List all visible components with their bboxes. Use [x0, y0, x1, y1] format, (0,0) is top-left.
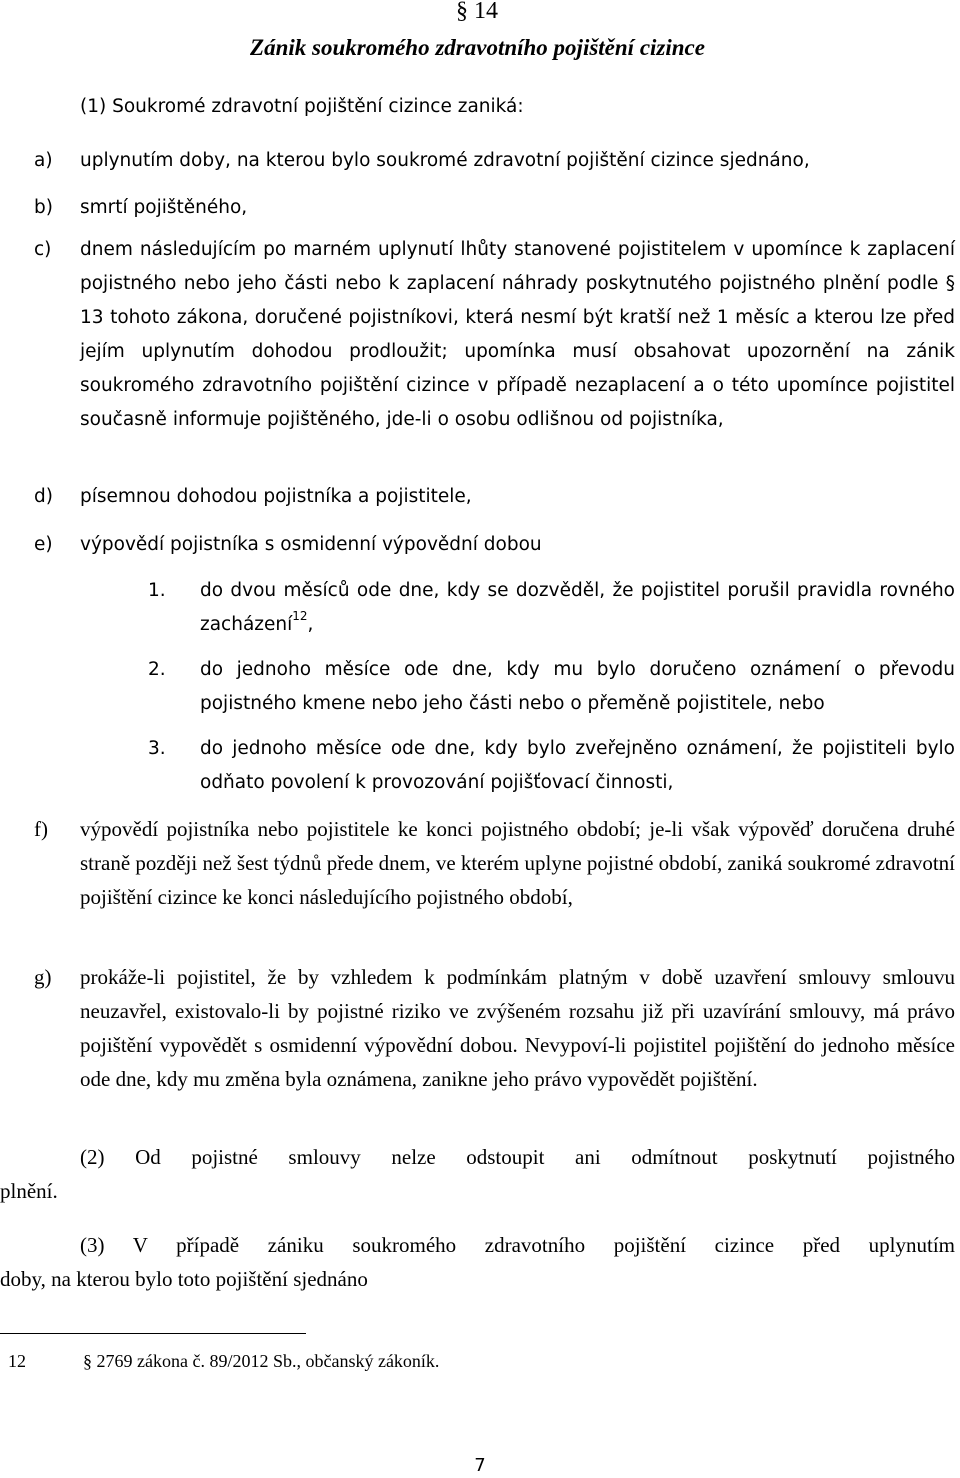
item-text: výpovědí pojistníka nebo pojistitele ke konci pojistného období; je-li však výpověď doručena druhé straně později než šest týdnů přede dnem, ve kterém uplyne pojistné období, zaniká soukromé zdravotní pojištění cizince ke konci následujícího pojistného období,	[80, 817, 955, 909]
item-text: výpovědí pojistníka s osmidenní výpovědní dobou	[80, 534, 542, 555]
sub-item-number: 1.	[148, 580, 166, 601]
paragraph-2-line-1: (2) Od pojistné smlouvy nelze odstoupit ani odmítnout poskytnutí pojistného	[80, 1145, 955, 1169]
paragraph-3-line-2: doby, na kterou bylo toto pojištění sjednáno	[0, 1267, 368, 1291]
paragraph-3-line-1: (3) V případě zániku soukromého zdravotního pojištění cizince před uplynutím	[80, 1233, 955, 1257]
sub-item-text: do jednoho měsíce ode dne, kdy bylo zveřejněno oznámení, že pojistiteli bylo odňato povolení k provozování pojišťovací činnosti,	[200, 738, 955, 793]
item-text: písemnou dohodou pojistníka a pojistitele,	[80, 486, 472, 507]
sub-item-number: 2.	[148, 659, 166, 680]
sub-item-text: do jednoho měsíce ode dne, kdy mu bylo doručeno oznámení o převodu pojistného kmene nebo jeho části nebo o přeměně pojistitele, nebo	[200, 659, 955, 714]
item-label: a)	[34, 150, 53, 171]
item-text: dnem následujícím po marném uplynutí lhůty stanovené pojistitelem v upomínce k zaplacení pojistného nebo jeho části nebo k zaplacení náhrady poskytnutého pojistného plnění podle § 13 tohoto zákona, doručené pojistníkovi, která nesmí být kratší než 1 měsíc a kterou lze před jejím uplynutím dohodou prodloužit; upomínka musí obsahovat upozornění na zánik soukromého zdravotního pojištění cizince v případě nezaplacení a o této upomínce pojistitel současně informuje pojištěného, jde-li o osobu odlišnou od pojistníka,	[80, 239, 955, 430]
footnote-reference[interactable]: 12	[292, 609, 308, 623]
item-label: c)	[34, 239, 52, 260]
sub-item-number: 3.	[148, 738, 166, 759]
section-title: Zánik soukromého zdravotního pojištění cizince	[250, 35, 705, 60]
paragraph-2	[0, 1140, 955, 1208]
paragraph-1-intro: (1) Soukromé zdravotní pojištění cizince zaniká:	[80, 96, 524, 117]
item-text: smrtí pojištěného,	[80, 197, 248, 218]
section-number: § 14	[456, 0, 498, 24]
item-label: e)	[34, 534, 53, 555]
item-label: b)	[34, 197, 53, 218]
item-label: g)	[34, 965, 52, 989]
paragraph-2-line-2: plnění.	[0, 1179, 58, 1203]
item-text: uplynutím doby, na kterou bylo soukromé zdravotní pojištění cizince sjednáno,	[80, 150, 810, 171]
item-text: prokáže-li pojistitel, že by vzhledem k podmínkám platným v době uzavření smlouvy smlouvu neuzavřel, existovalo-li by pojistné riziko ve zvýšeném rozsahu již při uzavírání smlouvy, má právo pojištění vypovědět s osmidenní výpovědní dobou. Nevypoví-li pojistitel pojištění do jednoho měsíce ode dne, kdy mu změna byla oznámena, zanikne jeho právo vypovědět pojištění.	[80, 965, 955, 1091]
footnote-number: 12	[8, 1351, 26, 1371]
footnote-text: § 2769 zákona č. 89/2012 Sb., občanský zákoník.	[83, 1351, 440, 1371]
sub-item-text: do dvou měsíců ode dne, kdy se dozvěděl, že pojistitel porušil pravidla rovného zacházení$^{12}$,	[200, 580, 955, 635]
page-number: 7	[474, 1455, 486, 1476]
item-label: f)	[34, 817, 48, 841]
paragraph-3	[0, 1228, 955, 1296]
footnote-separator	[0, 1333, 306, 1334]
item-label: d)	[34, 486, 53, 507]
